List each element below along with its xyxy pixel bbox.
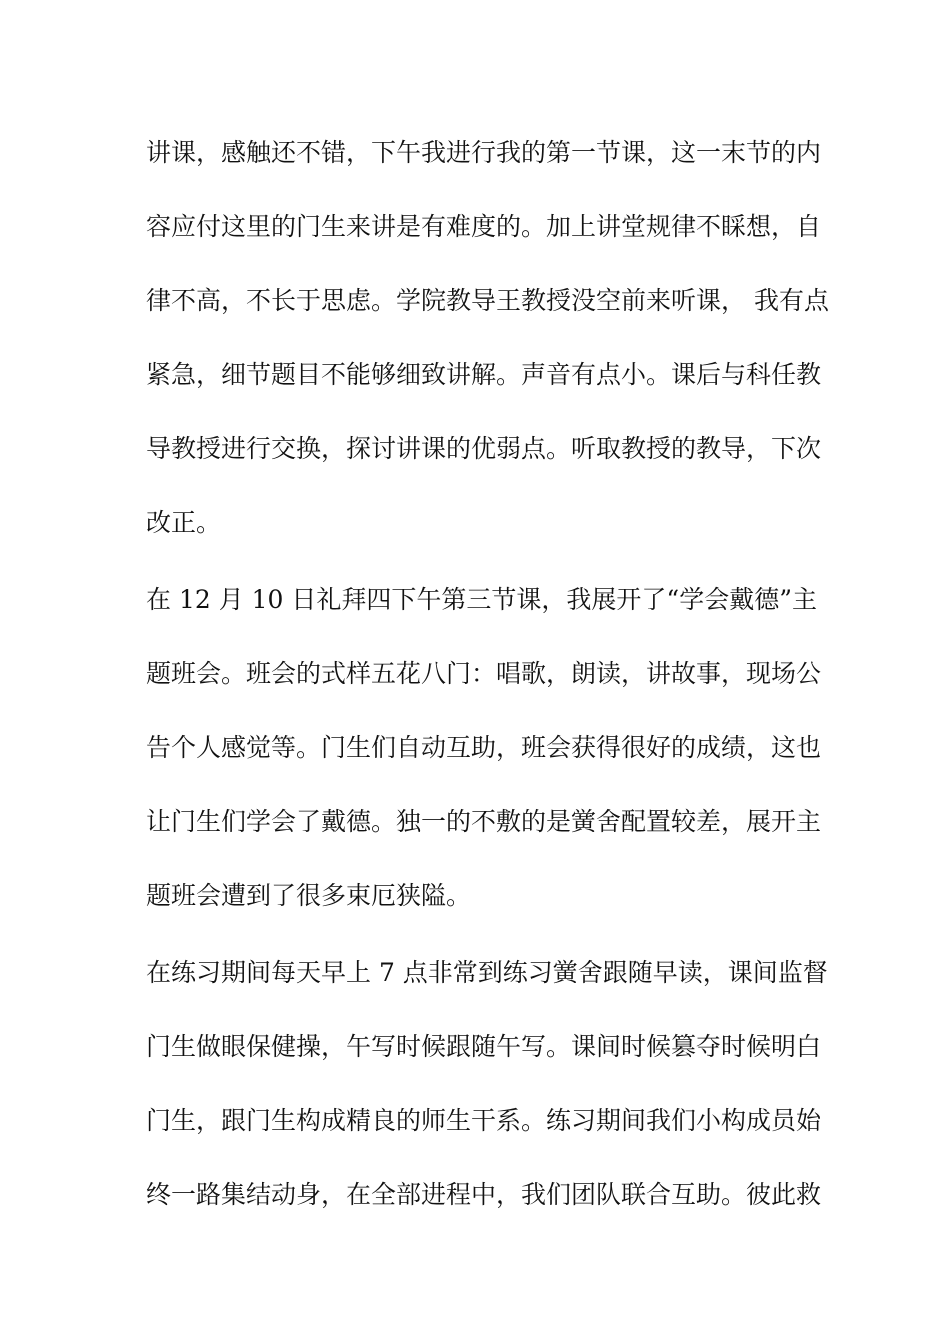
text-line: 终一路集结动身，在全部进程中，我们团队联合互助。彼此救 — [146, 1180, 822, 1209]
text-line: 门生做眼保健操，午写时候跟随午写。课间时候篡夺时候明白 — [146, 1032, 822, 1061]
text-line: 告个人感觉等。门生们自动互助，班会获得很好的成绩，这也 — [146, 733, 822, 762]
text-line: 导教授进行交换，探讨讲课的优弱点。听取教授的教导，下次 — [146, 434, 822, 463]
text-line: 改正。 — [146, 508, 222, 537]
text-line: 题班会遭到了很多束厄狭隘。 — [146, 881, 472, 910]
text-line: 紧急，细节题目不能够细致讲解。声音有点小。课后与科任教 — [146, 360, 822, 389]
text-line: 律不高，不长于思虑。学院教导王教授没空前来听课， 我有点 — [146, 286, 829, 315]
text-line: 门生，跟门生构成精良的师生干系。练习期间我们小构成员始 — [146, 1106, 822, 1135]
text-line: 容应付这里的门生来讲是有难度的。加上讲堂规律不睬想，自 — [146, 212, 822, 241]
text-line: 在练习期间每天早上 7 点非常到练习黉舍跟随早读，课间监督 — [146, 958, 828, 987]
text-line: 讲课，感触还不错，下午我进行我的第一节课，这一末节的内 — [146, 138, 822, 167]
text-line: 在 12 月 10 日礼拜四下午第三节课，我展开了“学会戴德”主 — [146, 585, 817, 614]
text-line: 题班会。班会的式样五花八门：唱歌，朗读，讲故事，现场公 — [146, 659, 822, 688]
text-line: 让门生们学会了戴德。独一的不敷的是黉舍配置较差，展开主 — [146, 807, 822, 836]
